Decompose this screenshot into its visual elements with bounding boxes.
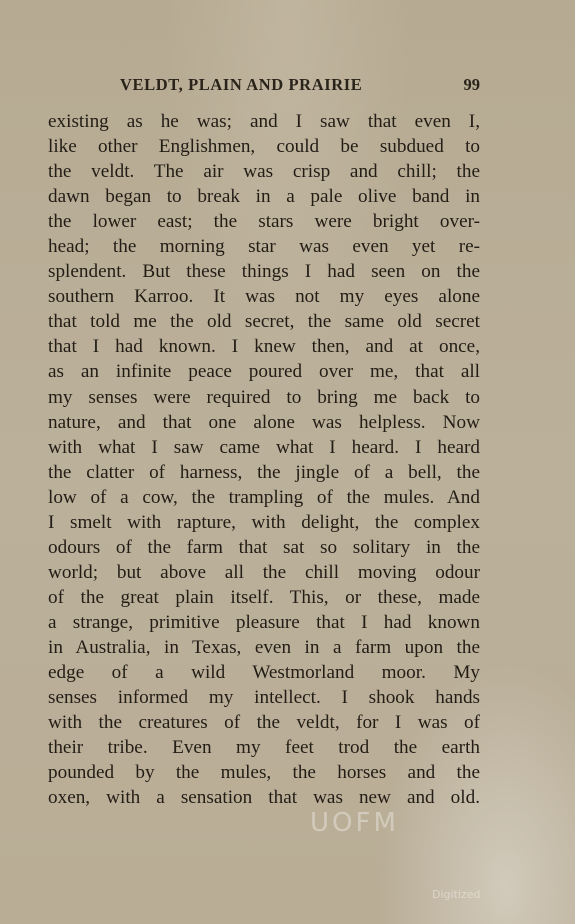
text-line: in Australia, in Texas, even in a farm upon the [48, 636, 480, 658]
text-line: with the creatures of the veldt, for I was of [48, 712, 480, 734]
text-line: splendent. But these things I had seen on the [48, 261, 480, 283]
text-line: world; but above all the chill moving odour [48, 561, 480, 583]
text-line: that I had known. I knew then, and at once, [48, 336, 480, 358]
text-line: a strange, primitive pleasure that I had known [48, 611, 480, 633]
text-line: their tribe. Even my feet trod the earth [48, 737, 480, 759]
text-line: as an infinite peace poured over me, that all [48, 361, 480, 383]
text-line: existing as he was; and I saw that even I, [48, 111, 480, 132]
text-line: I smelt with rapture, with delight, the complex [48, 511, 480, 533]
text-line: the lower east; the stars were bright over- [48, 211, 480, 233]
text-line: with what I saw came what I heard. I heard [48, 436, 480, 458]
text-line: like other Englishmen, could be subdued to [48, 136, 480, 158]
text-line: head; the morning star was even yet re- [48, 236, 480, 258]
text-line: the veldt. The air was crisp and chill; the [48, 161, 480, 183]
text-line: edge of a wild Westmorland moor. My [48, 662, 480, 684]
text-line: dawn began to break in a pale olive band in [48, 186, 480, 208]
running-head [48, 75, 480, 97]
text-line: low of a cow, the trampling of the mules. And [48, 486, 480, 508]
text-line: my senses were required to bring me back to [48, 386, 480, 408]
body-text [48, 109, 480, 810]
text-line: odours of the farm that sat so solitary in the [48, 536, 480, 558]
running-title: VELDT, PLAIN AND PRAIRIE [120, 75, 363, 94]
text-line: nature, and that one alone was helpless. Now [48, 411, 480, 433]
digitized-watermark: Digitized [432, 888, 481, 901]
text-line: oxen, with a sensation that was new and old. [48, 787, 480, 809]
page-number: 99 [463, 75, 480, 94]
text-line: the clatter of harness, the jingle of a bell, the [48, 461, 480, 483]
text-line: pounded by the mules, the horses and the [48, 762, 480, 784]
library-stamp-watermark: UOFM [310, 808, 399, 838]
text-line: of the great plain itself. This, or these, made [48, 586, 480, 608]
text-line: senses informed my intellect. I shook hands [48, 687, 480, 709]
text-line: that told me the old secret, the same old secret [48, 311, 480, 333]
text-line: southern Karroo. It was not my eyes alone [48, 286, 480, 308]
